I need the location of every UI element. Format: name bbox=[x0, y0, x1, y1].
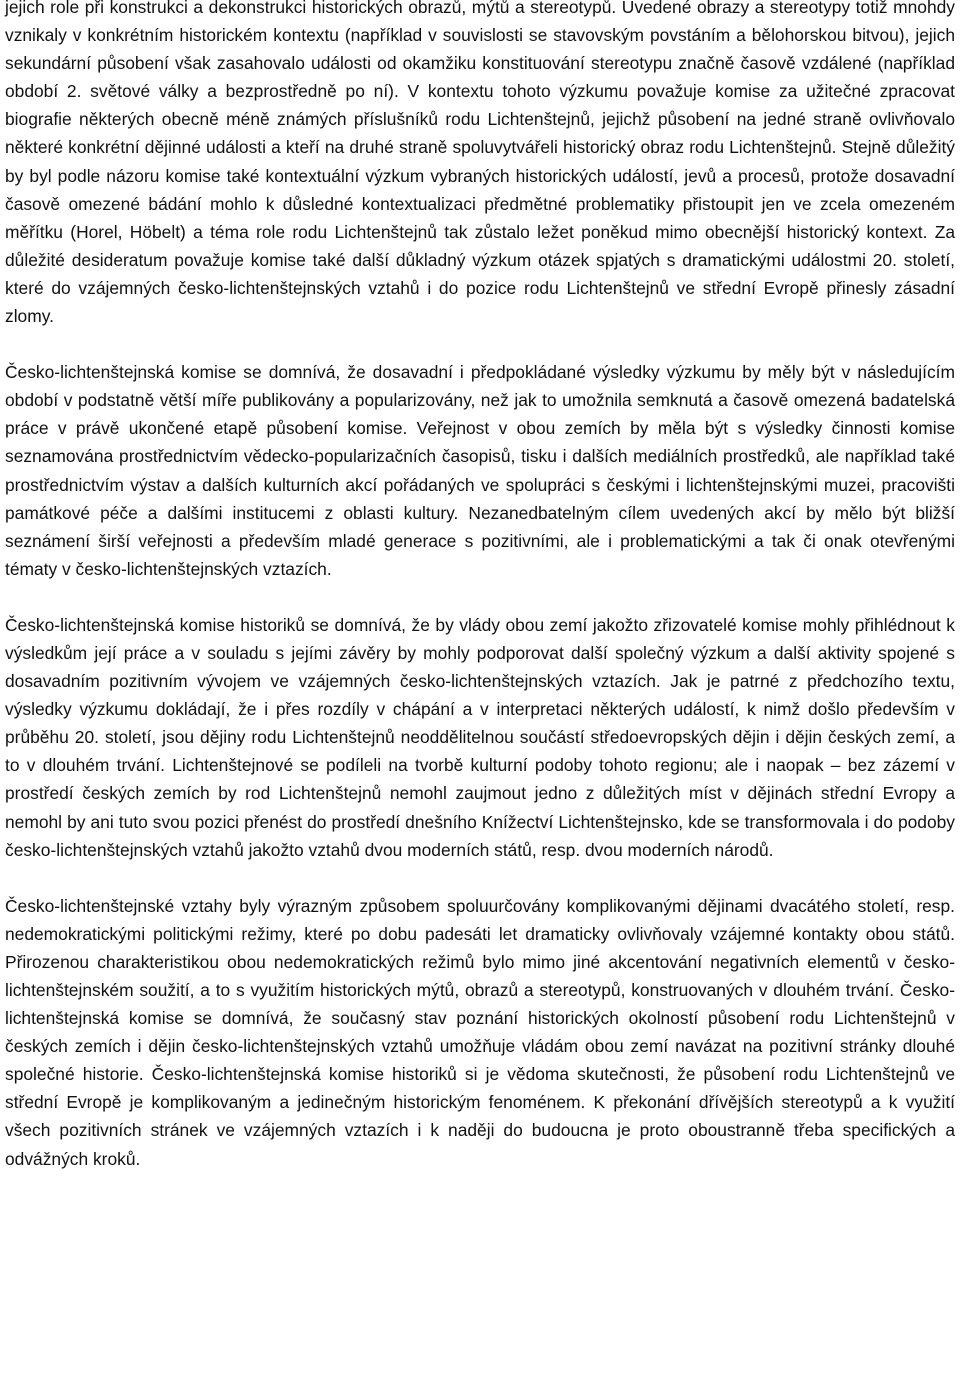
paragraph-research-context: jejich role při konstrukci a dekonstrukci historických obrazů, mýtů a stereotypů. Uvedené obrazy a stereotypy totiž mnohdy vznikaly v konkrétním historickém kontextu (například v souvislosti se stavovským povstáním a bělohorskou bitvou), jejich sekundární působení však zasahovalo události od okamžiku konstituování stereotypu značně časově vzdálené (například období 2. světové války a bezprostředně po ní). V kontextu tohoto výzkumu považuje komise za užitečné zpracovat biografie některých obecně méně známých příslušníků rodu Lichtenštejnů, jejichž působení na jedné straně ovlivňovalo některé konkrétní dějinné události a kteří na druhé straně spoluvytvářeli historický obraz rodu Lichtenštejnů. Stejně důležitý by byl podle názoru komise také kontextuální výzkum vybraných historických událostí, jevů a procesů, protože dosavadní časově omezené bádání mohlo k důsledné kontextualizaci předmětné problematiky přistoupit jen ve zcela omezeném měřítku (Horel, Höbelt) a téma role rodu Lichtenštejnů tak zůstalo ležet poněkud mimo obecnější historický kontext. Za důležité desideratum považuje komise také další důkladný výzkum otázek spjatých s dramatickými událostmi 20. století, které do vzájemných česko-lichtenštejnských vztahů i do pozice rodu Lichtenštejnů ve střední Evropě přinesly zásadní zlomy. bbox=[5, 0, 955, 327]
paragraph-popularization: Česko-lichtenštejnská komise se domnívá, že dosavadní i předpokládané výsledky výzkumu by měly být v následujícím období v podstatně větší míře publikovány a popularizovány, než jak to umožnila semknutá a časově omezená badatelská práce v právě ukončené etapě působení komise. Veřejnost v obou zemích by měla být s výsledky činnosti komise seznamována prostřednictvím vědecko-popularizačních časopisů, tisku i dalších mediálních prostředků, ale například také prostřednictvím výstav a dalších kulturních akcí pořádaných ve spolupráci s českými i lichtenštejnskými muzei, pracovišti památkové péče a dalšími institucemi z oblasti kultury. Nezanedbatelným cílem uvedených akcí by mělo být bližší seznámení širší veřejnosti a především mladé generace s pozitivními, ale i problematickými a tak či onak otevřenými tématy v česko-lichtenštejnských vztazích. bbox=[5, 362, 955, 579]
document-page bbox=[5, 0, 955, 1173]
paragraph-government-support: Česko-lichtenštejnská komise historiků se domnívá, že by vlády obou zemí jakožto zřizovatelé komise mohly přihlédnout k výsledkům její práce a v souladu s jejími závěry by mohly podporovat další společný výzkum a další aktivity spojené s dosavadním pozitivním vývojem ve vzájemných česko-lichtenštejnských vztazích. Jak je patrné z předchozího textu, výsledky výzkumu dokládají, že i přes rozdíly v chápání a v interpretaci některých událostí, k nimž došlo především v průběhu 20. století, jsou dějiny rodu Lichtenštejnů neoddělitelnou součástí středoevropských dějin i dějin českých zemí, a to v dlouhém trvání. Lichtenštejnové se podíleli na tvorbě kulturní podoby tohoto regionu; ale i naopak – bez zázemí v prostředí českých zemích by rod Lichtenštejnů nemohl zaujmout jedno z důležitých míst v dějinách střední Evropy a nemohl by ani tuto svou pozici přenést do prostředí dnešního Knížectví Lichtenštejnsko, kde se transformovala i do podoby česko-lichtenštejnských vztahů jakožto vztahů dvou moderních států, resp. dvou moderních národů. bbox=[5, 614, 955, 860]
paragraph-twentieth-century: Česko-lichtenštejnské vztahy byly výrazným způsobem spoluurčovány komplikovanými dějinami dvacátého století, resp. nedemokratickými politickými režimy, které po dobu padesáti let dramaticky ovlivňovaly vzájemné kontakty obou států. Přirozenou charakteristikou obou nedemokratických režimů bylo mimo jiné akcentování negativních elementů v česko-lichtenštejnském soužití, a to s využitím historických mýtů, obrazů a stereotypů, konstruovaných v dlouhém trvání. Česko-lichtenštejnská komise se domnívá, že současný stav poznání historických okolností působení rodu Lichtenštejnů v českých zemích i dějin česko-lichtenštejnských vztahů umožňuje vládám obou zemí navázat na pozitivní stránky dlouhé společné historie. Česko-lichtenštejnská komise historiků si je vědoma skutečnosti, že působení rodu Lichtenštejnů ve střední Evropě je komplikovaným a jedinečným historickým fenoménem. K překonání dřívějších stereotypů a k využití všech pozitivních stránek ve vzájemných vztazích i k naději do budoucna je proto oboustranně třeba specifických a odvážných kroků. bbox=[5, 895, 955, 1169]
